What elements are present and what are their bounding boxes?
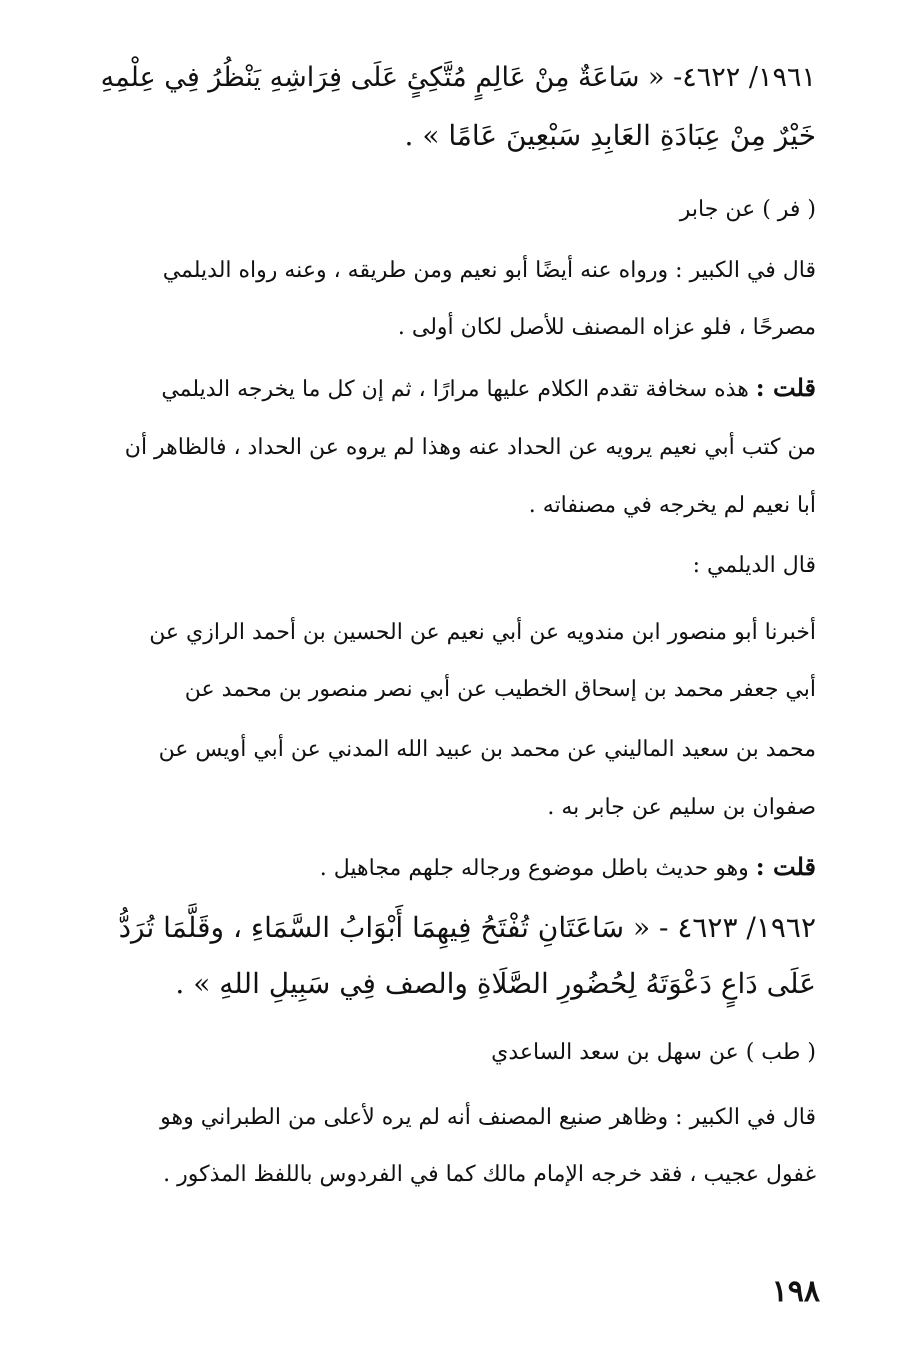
hadith-1961-line-2: خَيْرٌ مِنْ عِبَادَةِ العَابِدِ سَبْعِينَ عَامًا » .	[404, 119, 816, 152]
hadith-1962-source: ( طب ) عن سهل بن سعد الساعدي	[491, 1040, 816, 1065]
isnad-line-1: أخبرنا أبو منصور ابن مندويه عن أبي نعيم عن الحسين بن أحمد الرازي عن	[149, 620, 816, 645]
commentary-2-line-1: قال في الكبير : وظاهر صنيع المصنف أنه لم يره لأعلى من الطبراني وهو	[160, 1105, 816, 1130]
commentary-2-line-2: غفول عجيب ، فقد خرجه الإمام مالك كما في الفردوس باللفظ المذكور .	[163, 1162, 816, 1187]
qultu-1-text: هذه سخافة تقدم الكلام عليها مرارًا ، ثم إن كل ما يخرجه الديلمي	[161, 377, 756, 402]
qultu-1-line-1	[161, 371, 816, 407]
commentary-1-line-2: مصرحًا ، فلو عزاه المصنف للأصل لكان أولى .	[397, 315, 816, 340]
isnad-line-3: محمد بن سعيد الماليني عن محمد بن عبيد الله المدني عن أبي أويس عن	[158, 737, 816, 762]
hadith-1962-line-1: ١٩٦٢/ ٤٦٢٣ - « سَاعَتَانِ تُفْتَحُ فِيهِمَا أَبْوَابُ السَّمَاءِ ، وقَلَّمَا تُرَدُّ	[118, 911, 816, 944]
isnad-line-4: صفوان بن سليم عن جابر به .	[547, 795, 816, 820]
qultu-2-line	[320, 850, 816, 886]
commentary-1-line-1: قال في الكبير : ورواه عنه أيضًا أبو نعيم ومن طريقه ، وعنه رواه الديلمي	[162, 258, 816, 283]
dailami-heading: قال الديلمي :	[692, 553, 816, 578]
qultu-label: قلت :	[755, 852, 816, 881]
qultu-1-line-3: أبا نعيم لم يخرجه في مصنفاته .	[528, 493, 816, 518]
hadith-1962-line-2: عَلَى دَاعٍ دَعْوَتَهُ لِحُضُورِ الصَّلَاةِ والصف فِي سَبِيلِ اللهِ » .	[175, 967, 816, 1000]
qultu-2-text: وهو حديث باطل موضوع ورجاله جلهم مجاهيل .	[319, 856, 756, 881]
qultu-1-line-2: من كتب أبي نعيم يرويه عن الحداد عنه وهذا لم يروه عن الحداد ، فالظاهر أن	[124, 435, 816, 460]
isnad-line-2: أبي جعفر محمد بن إسحاق الخطيب عن أبي نصر منصور بن محمد عن	[184, 677, 816, 702]
hadith-1961-line-1: ١٩٦١/ ٤٦٢٢- « سَاعَةٌ مِنْ عَالِمٍ مُتَّكِئٍ عَلَى فِرَاشِهِ يَنْظُرُ فِي عِلْمِهِ	[100, 62, 816, 93]
hadith-1961-source: ( فر ) عن جابر	[679, 197, 816, 222]
qultu-label: قلت :	[755, 373, 816, 402]
page-number: ١٩٨	[771, 1274, 820, 1309]
